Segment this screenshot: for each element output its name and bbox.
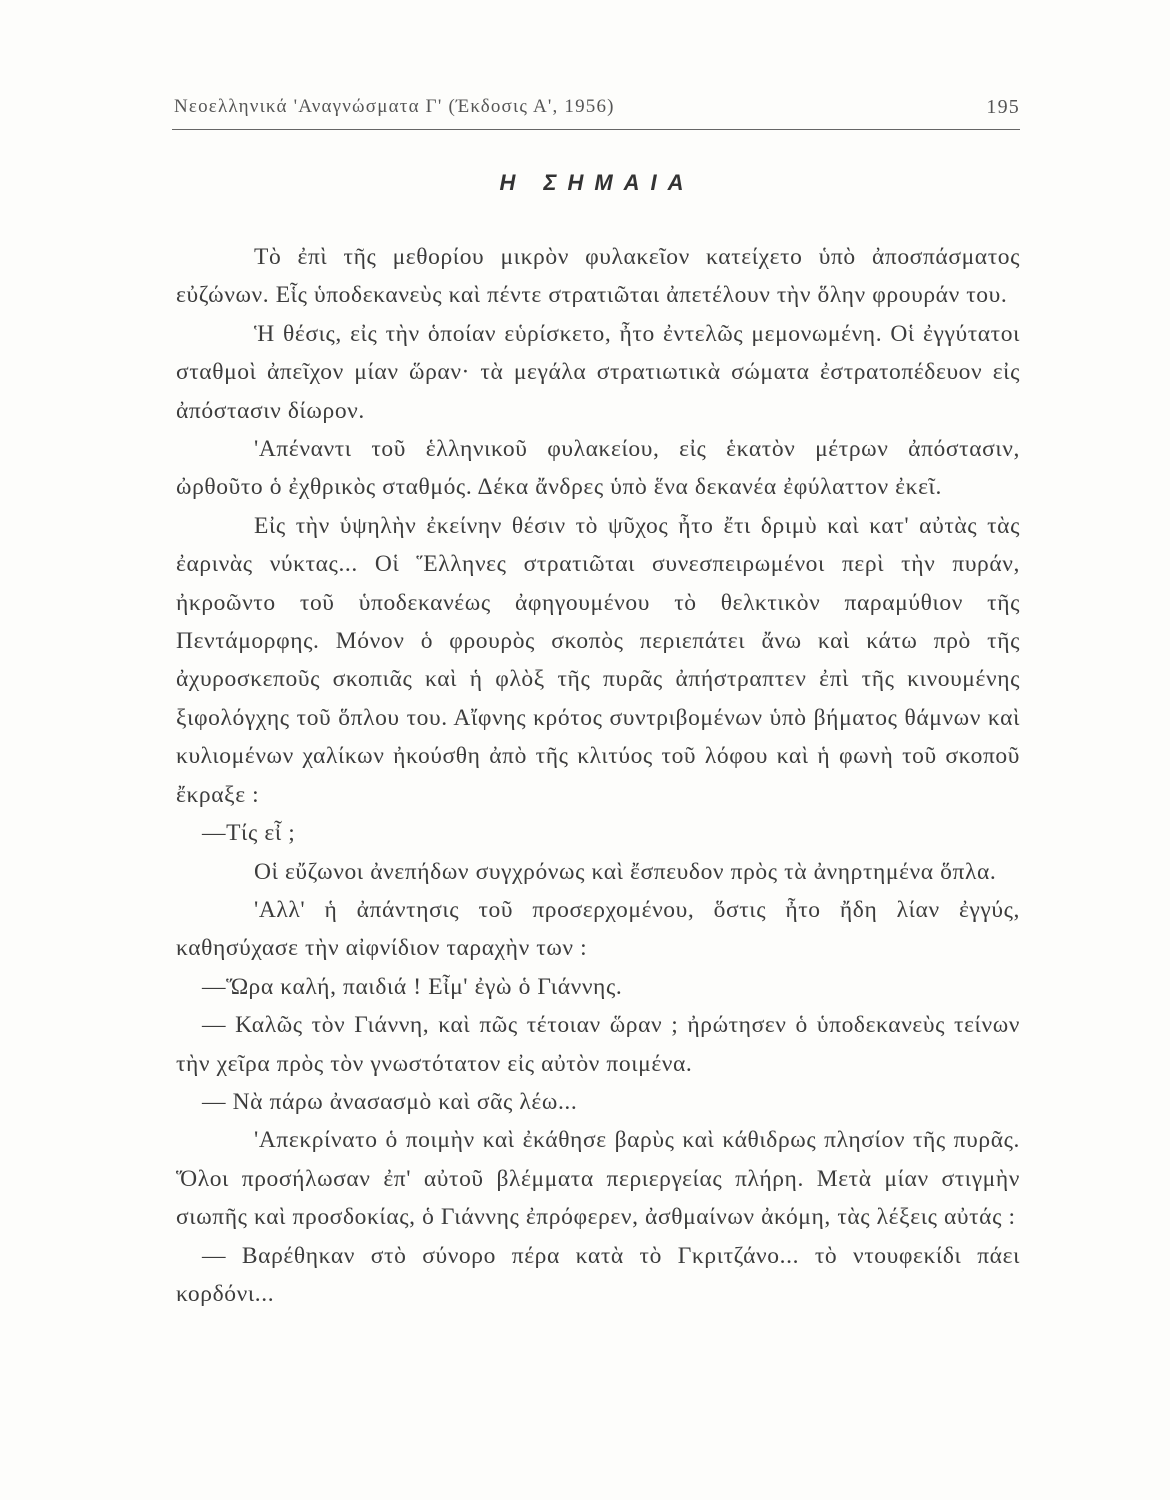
header-divider	[172, 129, 1020, 130]
book-source-title: Νεοελληνικά 'Αναγνώσματα Γ' (Έκδοσις Α', 1956)	[174, 96, 615, 117]
dialogue-line: — Βαρέθηκαν στὸ σύνορο πέρα κατὰ τὸ Γκριτζάνο... τὸ ντουφεκίδι πάει κορδόνι...	[176, 1242, 1020, 1307]
dialogue-line: — Καλῶς τὸν Γιάννη, καὶ πῶς τέτοιαν ὥραν ; ἠρώτησεν ὁ ὑποδεκανεὺς τείνων τὴν χεῖρα πρὸς τὸν γνωστότατον εἰς αὐτὸν ποιμένα.	[176, 1012, 1020, 1077]
paragraph: 'Αλλ' ἡ ἀπάντησις τοῦ προσερχομένου, ὅστις ἦτο ἤδη λίαν ἐγγύς, καθησύχασε τὴν αἰφνίδιον ταραχὴν των :	[176, 896, 1020, 962]
paragraph: Ἡ θέσις, εἰς τὴν ὁποίαν εὑρίσκετο, ἦτο ἐντελῶς μεμονωμένη. Οἱ ἐγγύτατοι σταθμοὶ ἀπεῖχον μίαν ὥραν· τὰ μεγάλα στρατιωτικὰ σώματα ἐστρατοπέδευον εἰς ἀπόστασιν δίωρον.	[176, 320, 1020, 424]
paragraph: Εἰς τὴν ὑψηλὴν ἐκείνην θέσιν τὸ ψῦχος ἦτο ἔτι δριμὺ καὶ κατ' αὐτὰς τὰς ἐαρινὰς νύκτας... Οἱ Ἕλληνες στρατιῶται συνεσπειρωμένοι περὶ τὴν πυράν, ἠκροῶντο τοῦ ὑποδεκανέως ἀφηγουμένου τὸ θελκτικὸν παραμύθιον τῆς Πεντάμορφης. Μόνον ὁ φρουρὸς σκοπὸς περιεπάτει ἄνω καὶ κάτω πρὸ τῆς ἀχυροσκεποῦς σκοπιᾶς καὶ ἡ φλὸξ τῆς πυρᾶς ἀπήστραπτεν ἐπὶ τῆς κινουμένης ξιφολόγχης τοῦ ὅπλου του. Αἴφνης κρότος συντριβομένων ὑπὸ βήματος θάμνων καὶ κυλιομένων χαλίκων ἠκούσθη ἀπὸ τῆς κλιτύος τοῦ λόφου καὶ ἡ φωνὴ τοῦ σκοποῦ ἔκραξε :	[176, 512, 1020, 808]
dialogue-line: —Ὥρα καλή, παιδιά ! Εἶμ' ἐγὼ ὁ Γιάννης.	[202, 973, 623, 1000]
paragraph: 'Απεκρίνατο ὁ ποιμὴν καὶ ἐκάθησε βαρὺς καὶ κάθιδρως πλησίον τῆς πυρᾶς. Ὅλοι προσήλωσαν ἐπ' αὐτοῦ βλέμματα περιεργείας πλήρη. Μετὰ μίαν στιγμὴν σιωπῆς καὶ προσδοκίας, ὁ Γιάννης ἐπρόφερεν, ἀσθμαίνων ἀκόμη, τὰς λέξεις αὐτάς :	[176, 1127, 1020, 1231]
page-number: 195	[986, 96, 1020, 118]
paragraph: 'Απέναντι τοῦ ἑλληνικοῦ φυλακείου, εἰς ἑκατὸν μέτρων ἀπόστασιν, ὠρθοῦτο ὁ ἐχθρικὸς σταθμός. Δέκα ἄνδρες ὑπὸ ἕνα δεκανέα ἐφύλαττον ἐκεῖ.	[176, 436, 1020, 501]
paragraph: Οἱ εὔζωνοι ἀνεπήδων συγχρόνως καὶ ἔσπευδον πρὸς τὰ ἀνηρτημένα ὅπλα.	[254, 858, 997, 885]
running-head	[174, 96, 1020, 126]
paragraph: Τὸ ἐπὶ τῆς μεθορίου μικρὸν φυλακεῖον κατείχετο ὑπὸ ἀποσπάσματος εὐζώνων. Εἷς ὑποδεκανεὺς καὶ πέντε στρατιῶται ἀπετέλουν τὴν ὅλην φρουράν του.	[176, 244, 1020, 309]
dialogue-line: — Νὰ πάρω ἀνασασμὸ καὶ σᾶς λέω...	[202, 1088, 578, 1115]
body-text	[176, 238, 1020, 1313]
dialogue-line: —Τίς εἶ ;	[202, 820, 296, 847]
chapter-title: Η ΣΗΜΑΙΑ	[499, 170, 695, 195]
